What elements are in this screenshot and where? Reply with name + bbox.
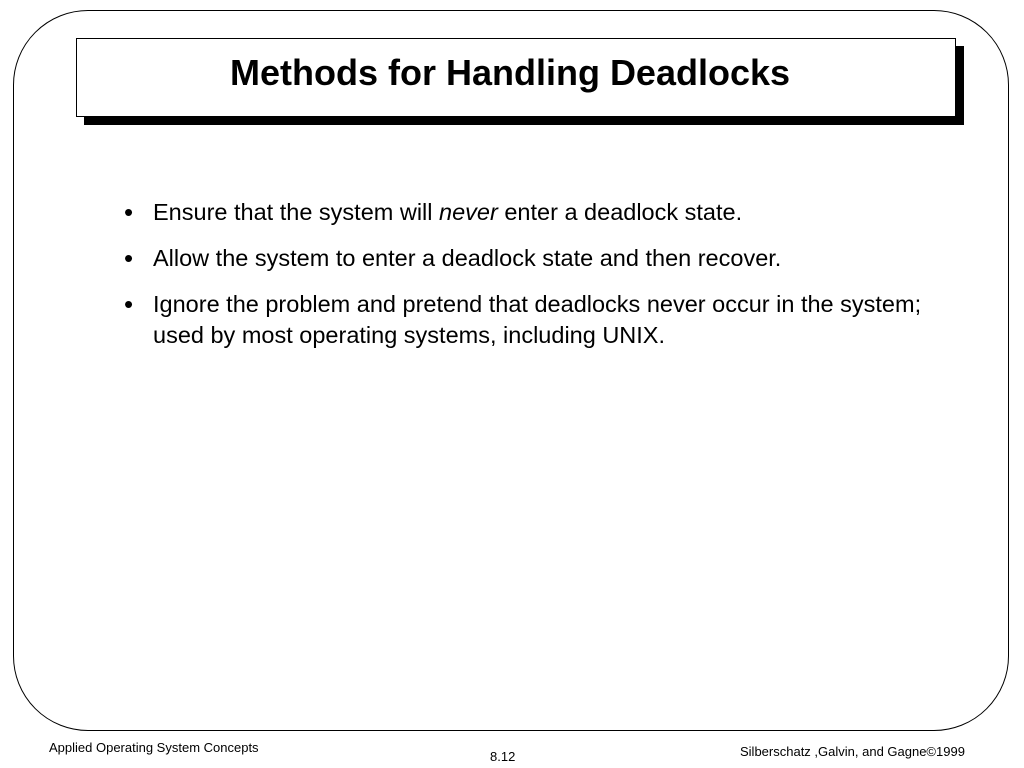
bullet-item <box>124 289 924 351</box>
bullet-icon: • <box>124 289 134 319</box>
bullet-text: Ignore the problem and pretend that deadlocks never occur in the system; used by most operating systems, including UNIX. <box>153 291 922 348</box>
slide-title: Methods for Handling Deadlocks <box>229 51 791 93</box>
bullet-icon: • <box>124 243 134 273</box>
bullet-text: Allow the system to enter a deadlock state and then recover. <box>153 245 782 271</box>
bullet-text-before: Ensure that the system will <box>153 199 440 225</box>
title-box <box>76 38 956 117</box>
bullet-item <box>124 197 924 228</box>
bullet-icon: • <box>124 197 134 227</box>
bullet-item <box>124 243 924 274</box>
bullet-list <box>124 197 924 366</box>
bullet-text <box>153 197 924 228</box>
footer-copyright: Silberschatz ,Galvin, and Gagne©1999 <box>740 744 965 759</box>
bullet-text-after: enter a deadlock state. <box>497 199 743 225</box>
footer-course-title: Applied Operating System Concepts <box>49 740 259 755</box>
footer-page-number: 8.12 <box>490 749 516 764</box>
bullet-text-emphasis: never <box>439 199 498 225</box>
